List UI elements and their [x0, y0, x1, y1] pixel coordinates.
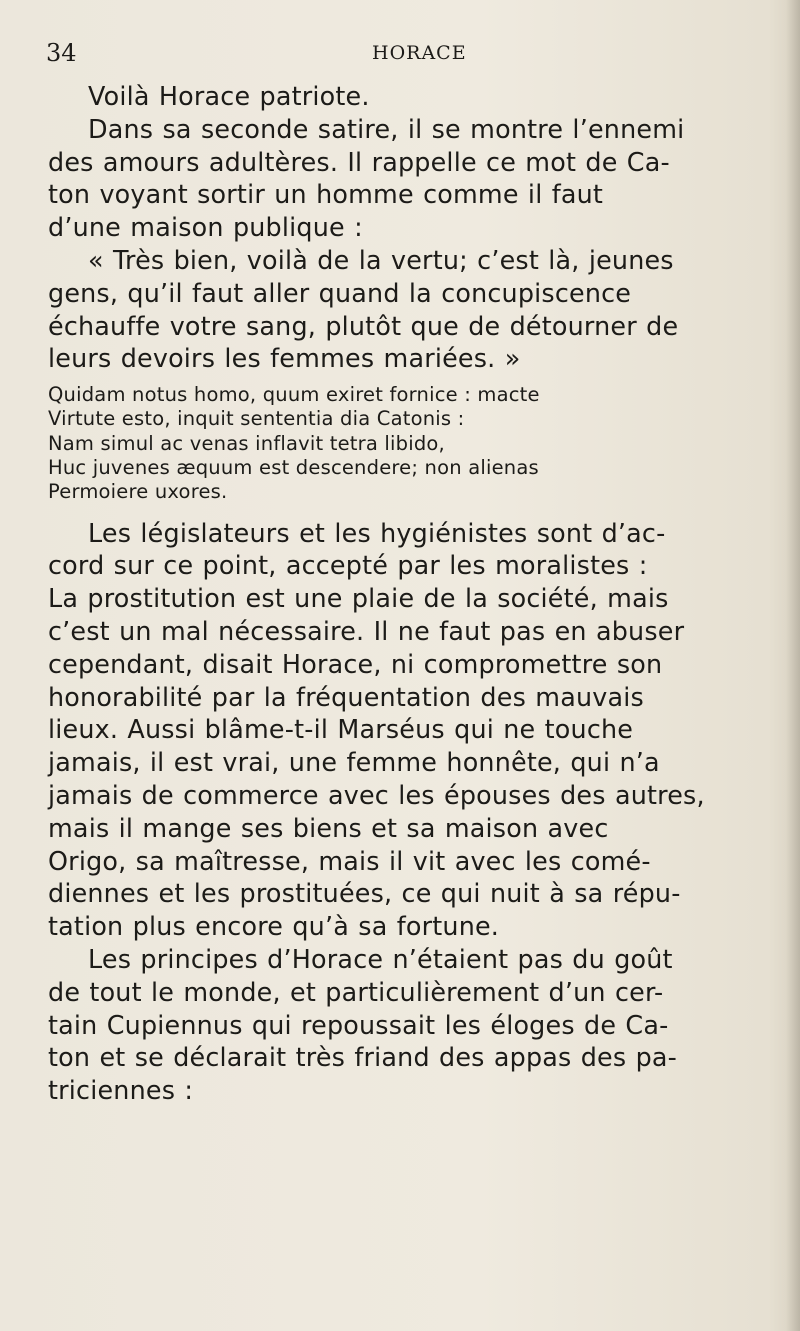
verse-line: Huc juvenes æquum est descendere; non alienas: [48, 456, 539, 480]
text-line: ton voyant sortir un homme comme il faut: [48, 179, 604, 210]
text-line: triciennes :: [48, 1075, 194, 1106]
page-number: 34: [46, 39, 77, 67]
verse-line: Quidam notus homo, quum exiret fornice : macte: [48, 383, 540, 407]
verse-line: Permoiere uxores.: [48, 480, 228, 504]
text-line: cord sur ce point, accepté par les moralistes :: [48, 550, 648, 581]
verse-line: Nam simul ac venas inflavit tetra libido,: [48, 431, 445, 455]
text-line: cependant, disait Horace, ni compromettre son: [48, 648, 663, 679]
text-line: tation plus encore qu’à sa fortune.: [48, 911, 500, 942]
text-line: leurs devoirs les femmes mariées. »: [48, 343, 521, 374]
text-line: c’est un mal nécessaire. Il ne faut pas en abuser: [48, 616, 685, 647]
text-line: Les législateurs et les hygiénistes sont d’ac-: [88, 517, 666, 548]
text-line: échauffe votre sang, plutôt que de détourner de: [48, 310, 679, 341]
text-line: lieux. Aussi blâme-t-il Marséus qui ne touche: [48, 714, 634, 745]
body-text: [48, 80, 756, 1107]
text-line: jamais, il est vrai, une femme honnête, qui n’a: [48, 747, 660, 778]
text-line: « Très bien, voilà de la vertu; c’est là, jeunes: [88, 244, 674, 275]
text-line: jamais de commerce avec les épouses des autres,: [48, 780, 705, 811]
text-line: Dans sa seconde satire, il se montre l’ennemi: [88, 113, 685, 144]
text-line: de tout le monde, et particulièrement d’un cer-: [48, 976, 664, 1007]
text-line: honorabilité par la fréquentation des mauvais: [48, 681, 644, 712]
text-line: ton et se déclarait très friand des appas des pa-: [48, 1042, 678, 1073]
text-line: des amours adultères. Il rappelle ce mot de Ca-: [48, 146, 670, 177]
text-line: d’une maison publique :: [48, 212, 363, 243]
text-line: mais il mange ses biens et sa maison avec: [48, 812, 609, 843]
paragraph-2: [48, 517, 756, 943]
text-line: tain Cupiennus qui repoussait les éloges de Ca-: [48, 1009, 669, 1040]
verse-line: Virtute esto, inquit sententia dia Catonis :: [48, 407, 465, 431]
text-line: La prostitution est une plaie de la société, mais: [48, 583, 669, 614]
text-line: gens, qu’il faut aller quand la concupiscence: [48, 277, 632, 308]
paragraph-1: [48, 80, 756, 375]
running-title: HORACE: [372, 42, 467, 64]
latin-verse-quote: [48, 383, 756, 504]
paragraph-3: [48, 943, 756, 1107]
text-line: Voilà Horace patriote.: [88, 81, 370, 111]
page-edge-shadow: [786, 0, 800, 1331]
page-header: [46, 38, 746, 68]
text-line: diennes et les prostituées, ce qui nuit à sa répu-: [48, 878, 681, 909]
text-line: Origo, sa maîtresse, mais il vit avec les comé-: [48, 845, 651, 876]
text-line: Les principes d’Horace n’étaient pas du goût: [88, 944, 673, 975]
